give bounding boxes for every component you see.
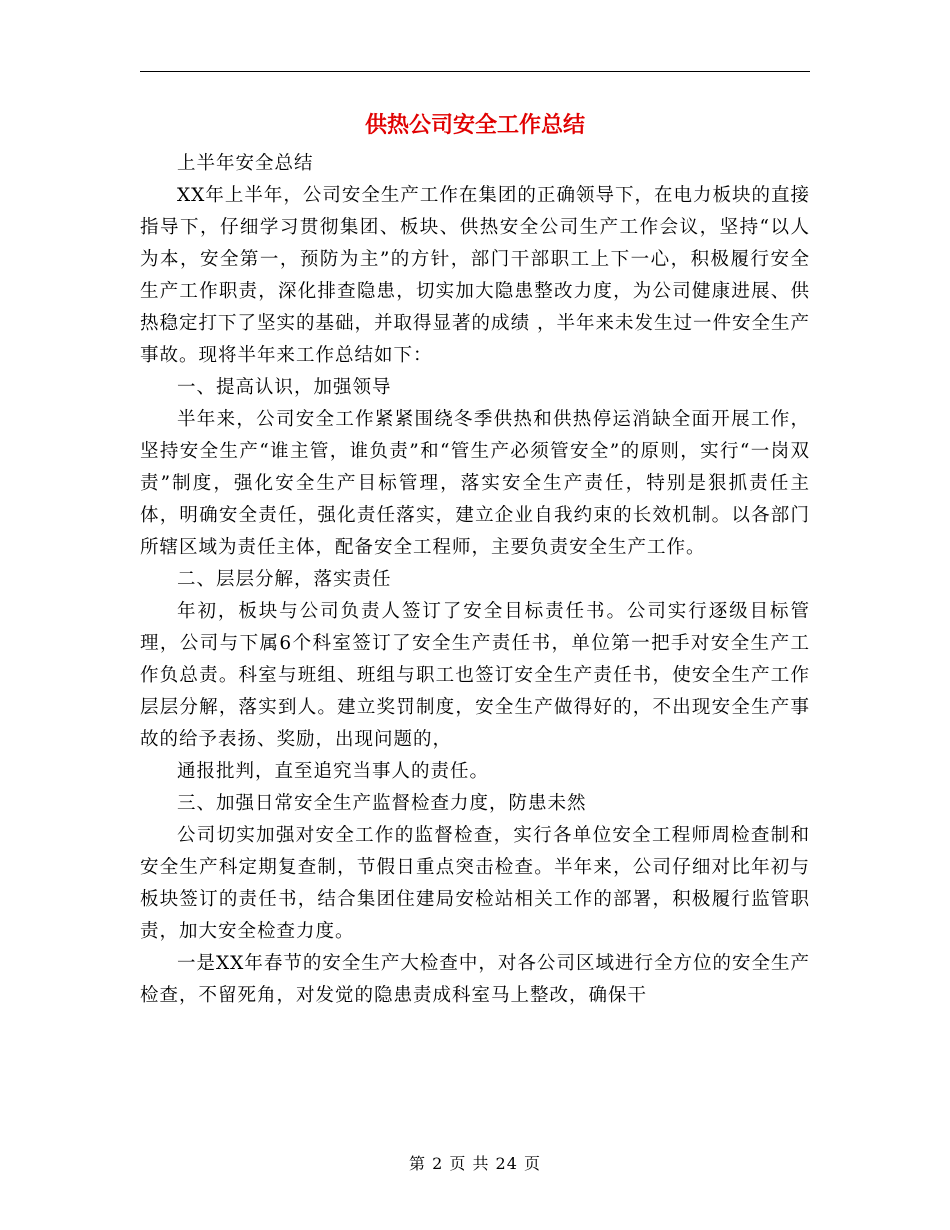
paragraph-7: 通报批判，直至追究当事人的责任。 (177, 761, 490, 782)
paragraph-5: 二、层层分解，落实责任 (177, 569, 392, 590)
paragraph-8: 三、加强日常安全生产监督检查力度，防患未然 (177, 793, 587, 814)
paragraph-2: XX年上半年，公司安全生产工作在集团的正确领导下，在电力板块的直接指导下，仔细学习贯彻集团、板块、供热安全公司生产工作会议，坚持“以人为本，安全第一，预防为主”的方针，部门干部职工上下一心，积极履行安全生产工作职责，深化排查隐患，切实加大隐患整改力度，为公司健康进展、供热稳定打下了坚实的基础，并取得显著的成绩 ，半年来未发生过一件安全生产事故。现将半年来工作总结如下： (140, 185, 810, 366)
page-number: 第 2 页 共 24 页 (409, 1154, 541, 1173)
paragraph-6: 年初，板块与公司负责人签订了安全目标责任书。公司实行逐级目标管理，公司与下属6个科室签订了安全生产责任书，单位第一把手对安全生产工作负总责。科室与班组、班组与职工也签订安全生产责任书，使安全生产工作层层分解，落实到人。建立奖罚制度，安全生产做得好的，不出现安全生产事故的给予表扬、奖励，出现问题的， (140, 601, 810, 750)
paragraph-4: 半年来，公司安全工作紧紧围绕冬季供热和供热停运消缺全面开展工作，坚持安全生产“谁主管，谁负责”和“管生产必须管安全”的原则，实行“一岗双责”制度，强化安全生产目标管理，落实安全生产责任，特别是狠抓责任主体，明确安全责任，强化责任落实，建立企业自我约束的长效机制。以各部门所辖区域为责任主体，配备安全工程师，主要负责安全生产工作。 (140, 409, 810, 558)
paragraph-3: 一、提高认识，加强领导 (177, 377, 392, 398)
header-rule (140, 71, 810, 72)
document-title: 供热公司安全工作总结 (364, 112, 585, 138)
document-body (140, 148, 810, 1012)
paragraph-9: 公司切实加强对安全工作的监督检查，实行各单位安全工程师周检查制和安全生产科定期复查制，节假日重点突击检查。半年来，公司仔细对比年初与板块签订的责任书，结合集团住建局安检站相关工作的部署，积极履行监管职责，加大安全检查力度。 (140, 825, 810, 942)
paragraph-1: 上半年安全总结 (177, 153, 314, 174)
paragraph-10: 一是XX年春节的安全生产大检查中，对各公司区域进行全方位的安全生产检查，不留死角，对发觉的隐患责成科室马上整改，确保干 (140, 953, 810, 1006)
